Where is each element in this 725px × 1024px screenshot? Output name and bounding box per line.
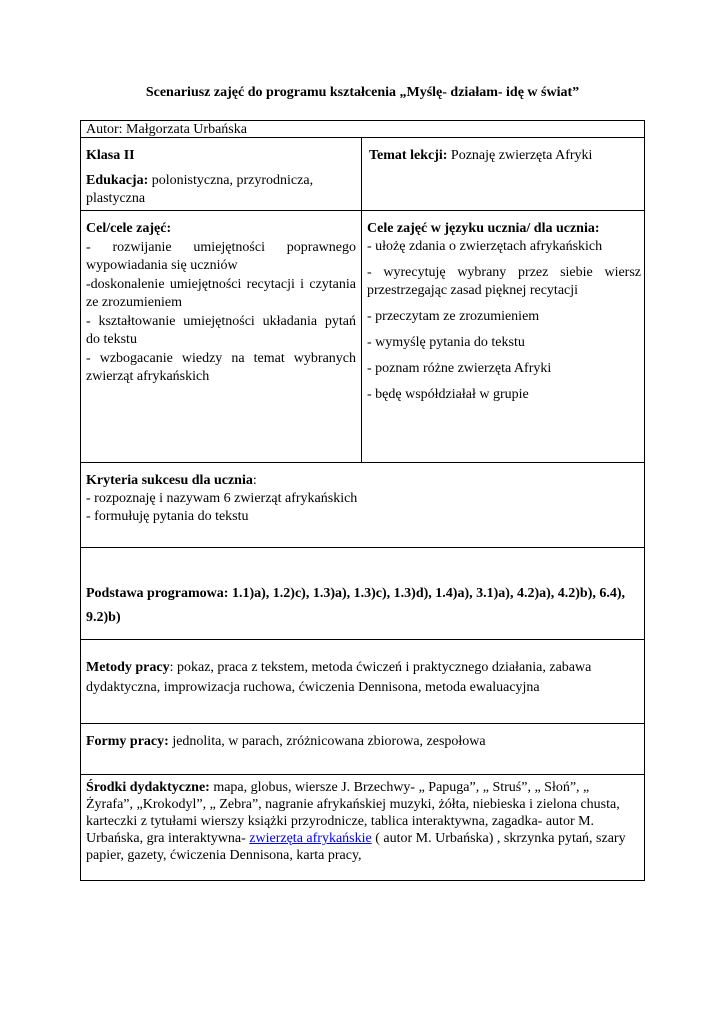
table-divider-class — [80, 210, 645, 211]
goal-item: - rozwijanie umiejętności poprawnego wypowiadania się uczniów — [86, 239, 356, 273]
table-divider-criteria — [80, 547, 645, 548]
table-border-right — [644, 120, 645, 881]
forms-value: jednolita, w parach, zróżnicowana zbiorowa, zespołowa — [168, 734, 486, 749]
student-goal-item: - przeczytam ze zrozumieniem — [367, 309, 540, 324]
resources-label: Środki dydaktyczne: — [86, 780, 210, 795]
goal-item: - kształtowanie umiejętności układania pytań do tekstu — [86, 313, 356, 347]
resources-text-after: ( autor M. Urbańska) , skrzynka pytań, szary papier, gazety, ćwiczenia Dennisona, karta pracy, — [86, 831, 626, 863]
student-goal-item: - będę współdziałał w grupie — [367, 387, 529, 402]
student-goals-cell — [367, 220, 641, 404]
table-divider-curriculum — [80, 639, 645, 640]
table-column-divider — [361, 137, 362, 463]
education-label: Edukacja: — [86, 173, 149, 188]
resources-cell — [86, 779, 634, 864]
goals-heading: Cel/cele zajęć: — [86, 221, 172, 236]
criteria-heading: Kryteria sukcesu dla ucznia — [86, 473, 253, 488]
criteria-item: - rozpoznaję i nazywam 6 zwierząt afrykańskich — [86, 491, 358, 506]
resources-text-before: mapa, globus, wiersze J. Brzechwy- „ Papuga”, „ Struś”, „ Słoń”, „ Żyrafa”, „Krokodyl”, „ Zebra”, nagranie afrykańskiej muzyki, żółta, niebieska i zielona chusta, karteczki z tytułami wierszy książki przyrodnicze, tablica interaktywna, zagadka- autor M. Urbańska, gra interaktywna- — [86, 780, 620, 846]
goal-item: -doskonalenie umiejętności recytacji i czytania ze zrozumieniem — [86, 276, 356, 310]
class-cell — [86, 147, 354, 208]
table-border-bottom — [80, 880, 645, 881]
curriculum: Podstawa programowa: 1.1)a), 1.2)c), 1.3)a), 1.3)c), 1.3)d), 1.4)a), 3.1)a), 4.2)a), 4.2)b), 6.4), 9.2)b) — [86, 586, 626, 625]
interactive-game-link[interactable]: zwierzęta afrykańskie — [249, 831, 372, 846]
education-value: polonistyczna, przyrodnicza, plastyczna — [86, 173, 314, 206]
table-border-left — [80, 120, 81, 881]
student-goal-item: - wymyślę pytania do tekstu — [367, 335, 525, 350]
topic-label: Temat lekcji: — [369, 148, 448, 163]
criteria-item: - formułuję pytania do tekstu — [86, 509, 249, 524]
methods-label: Metody pracy — [86, 660, 170, 675]
goal-item: - wzbogacanie wiedzy na temat wybranych zwierząt afrykańskich — [86, 350, 356, 384]
class-label: Klasa II — [86, 148, 135, 163]
curriculum-cell — [86, 582, 638, 630]
forms-cell — [86, 733, 638, 751]
criteria-cell — [86, 472, 636, 526]
student-goal-item: - wyrecytuję wybrany przez siebie wiersz przestrzegając zasad pięknej recytacji — [367, 265, 641, 298]
methods-cell — [86, 658, 638, 698]
methods-value: : pokaz, praca z tekstem, metoda ćwiczeń i praktycznego działania, zabawa dydaktyczna, improwizacja ruchowa, ćwiczenia Dennisona, metoda ewaluacyjna — [86, 660, 592, 695]
author-cell — [86, 121, 636, 139]
table-divider-goals — [80, 462, 645, 463]
author: Autor: Małgorzata Urbańska — [86, 122, 247, 137]
student-goal-item: - poznam różne zwierzęta Afryki — [367, 361, 552, 376]
criteria-colon: : — [252, 473, 257, 488]
goals-cell — [86, 220, 356, 387]
lesson-table — [80, 120, 645, 881]
table-divider-forms — [80, 774, 645, 775]
topic-value: Poznaję zwierzęta Afryki — [447, 148, 593, 163]
forms-label: Formy pracy: — [86, 734, 169, 749]
education — [86, 172, 354, 208]
student-goal-item: - ułożę zdania o zwierzętach afrykańskich — [367, 239, 603, 254]
document-title: Scenariusz zajęć do programu kształcenia „Myślę- działam- idę w świat” — [145, 85, 580, 100]
student-goals-heading: Cele zajęć w języku ucznia/ dla ucznia: — [367, 221, 600, 236]
topic-cell — [369, 147, 639, 165]
table-divider-methods — [80, 723, 645, 724]
